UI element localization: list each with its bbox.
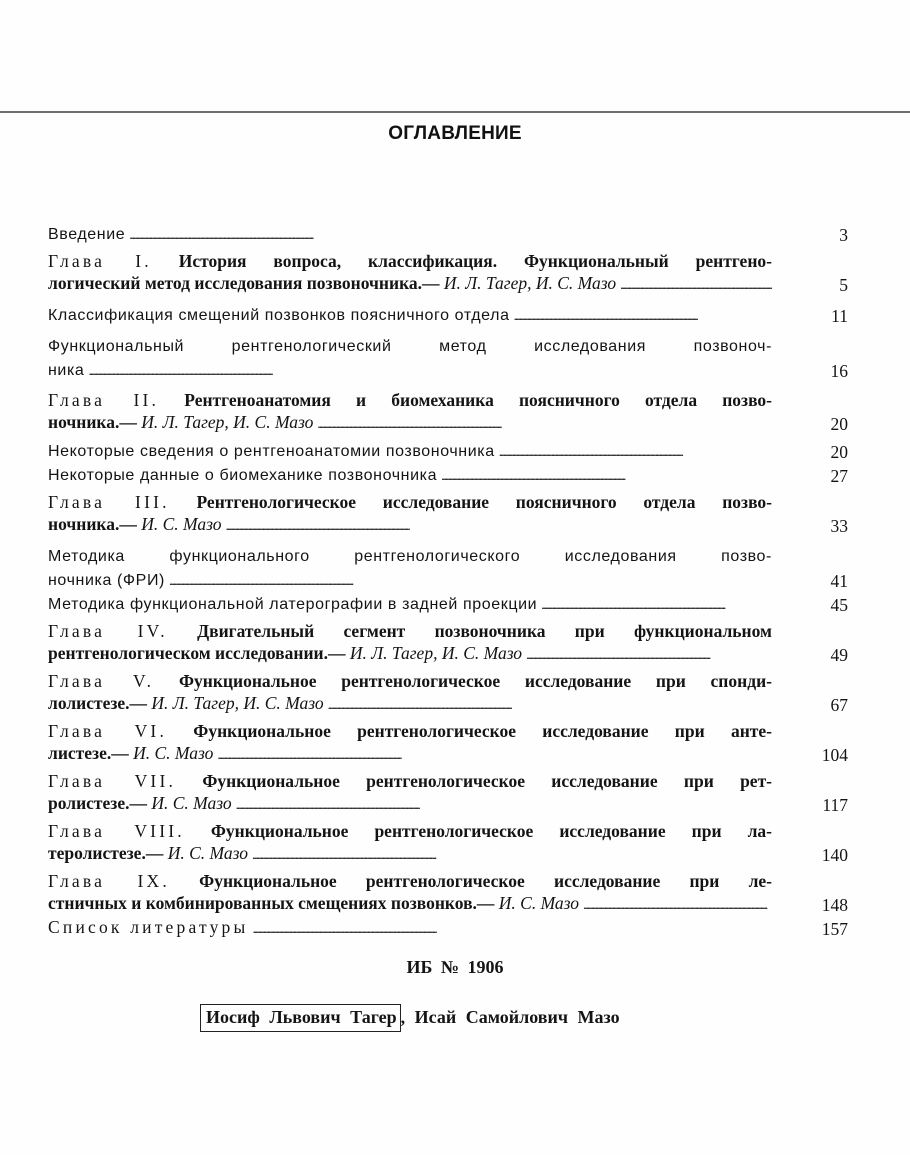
toc-chapter-label: Глава II. xyxy=(48,390,160,410)
toc-page-number: 5 xyxy=(839,275,848,295)
toc-entry-line xyxy=(48,770,772,792)
toc-line-content xyxy=(48,771,772,791)
toc-line-content xyxy=(48,792,232,816)
toc-entry-line xyxy=(48,820,772,842)
toc-entry-line xyxy=(48,250,772,272)
toc-line-content xyxy=(48,742,213,766)
toc-line-content xyxy=(48,821,772,841)
page-title: ОГЛАВЛЕНИЕ xyxy=(388,123,522,144)
toc-chapter-label: Глава IX. xyxy=(48,871,170,891)
toc-page-number: 117 xyxy=(822,795,848,815)
toc-title-text: Методика функциональной латерографии в задней проекции xyxy=(48,596,538,613)
toc-line-content xyxy=(48,842,248,866)
dot-leader xyxy=(252,842,772,866)
toc-author: И. Л. Тагер, И. С. Мазо xyxy=(443,273,617,293)
toc-page-number: 27 xyxy=(830,466,848,486)
toc-title-text: Введение xyxy=(48,226,126,243)
toc-entry-line xyxy=(48,358,772,382)
toc-page-number: 157 xyxy=(821,919,848,939)
toc-entry-line xyxy=(48,303,772,327)
toc-entry-line xyxy=(48,463,772,487)
dot-leader xyxy=(526,642,772,666)
toc-title-text: Методика функционального рентгенологического исследования позво- xyxy=(48,548,772,565)
toc-title-text: Некоторые данные о биомеханике позвоночника xyxy=(48,467,438,484)
toc-entry[interactable] xyxy=(48,334,848,382)
toc-line-content xyxy=(48,358,84,382)
second-author-name: , Исай Самойлович Мазо xyxy=(400,1007,620,1027)
toc-entry-line xyxy=(48,334,772,358)
toc-author: И. С. Мазо xyxy=(498,893,580,913)
dot-leader xyxy=(499,439,772,463)
toc-entry[interactable] xyxy=(48,222,848,246)
toc-entry[interactable] xyxy=(48,389,848,435)
toc-title-text: История вопроса, классификация. Функциональный рентгено- xyxy=(151,251,772,271)
toc-entry-text xyxy=(48,389,772,435)
toc-entry[interactable] xyxy=(48,916,848,940)
dot-leader xyxy=(541,592,772,616)
toc-entry[interactable] xyxy=(48,491,848,537)
toc-entry-line xyxy=(48,272,772,296)
toc-line-content xyxy=(48,463,437,487)
toc-entry-line xyxy=(48,742,772,766)
header-rule xyxy=(0,111,910,113)
toc-line-content xyxy=(48,692,324,716)
dot-leader xyxy=(217,742,772,766)
dot-leader xyxy=(317,411,772,435)
toc-title-text: Функциональное рентгенологическое исследование при ла- xyxy=(184,821,772,841)
toc-chapter-label: Глава I. xyxy=(48,251,152,271)
toc-entry-line xyxy=(48,491,772,513)
toc-entry-line xyxy=(48,513,772,537)
toc-entry[interactable] xyxy=(48,303,848,327)
toc-title-text: Список литературы xyxy=(48,917,249,937)
toc-entry-text xyxy=(48,222,772,246)
toc-line-content xyxy=(48,545,772,565)
toc-entry-line xyxy=(48,544,772,568)
toc-entry-line xyxy=(48,670,772,692)
authors-line xyxy=(200,1004,620,1032)
toc-page-number: 104 xyxy=(821,745,848,765)
dot-leader xyxy=(169,568,772,592)
toc-page-number: 49 xyxy=(830,645,848,665)
toc-entry-line xyxy=(48,692,772,716)
table-of-contents xyxy=(48,222,848,940)
toc-entry[interactable] xyxy=(48,250,848,296)
toc-entry-text xyxy=(48,303,772,327)
toc-entry-text xyxy=(48,250,772,296)
dot-leader xyxy=(441,463,772,487)
toc-author: И. Л. Тагер, И. С. Мазо xyxy=(349,643,523,663)
dot-leader xyxy=(328,692,772,716)
toc-entry-line xyxy=(48,792,772,816)
toc-entry-line xyxy=(48,620,772,642)
toc-entry-line xyxy=(48,411,772,435)
toc-entry[interactable] xyxy=(48,670,848,716)
toc-line-content xyxy=(48,513,221,537)
toc-entry-text xyxy=(48,620,772,666)
toc-author: И. Л. Тагер, И. С. Мазо xyxy=(141,412,314,432)
toc-author: И. С. Мазо xyxy=(141,514,222,534)
toc-line-content xyxy=(48,222,125,246)
toc-chapter-label: Глава III. xyxy=(48,492,170,512)
toc-entry-line xyxy=(48,222,772,246)
toc-entry-text xyxy=(48,491,772,537)
toc-entry-text xyxy=(48,870,772,916)
dot-leader xyxy=(129,222,772,246)
toc-line-content xyxy=(48,390,772,410)
toc-page-number: 3 xyxy=(839,225,848,245)
toc-page-number: 20 xyxy=(830,414,848,434)
dot-leader xyxy=(583,892,772,916)
toc-line-content xyxy=(48,592,537,616)
toc-entry[interactable] xyxy=(48,720,848,766)
toc-page-number: 33 xyxy=(830,516,848,536)
toc-entry-text xyxy=(48,463,772,487)
toc-title-text: ночника.— xyxy=(48,514,142,534)
toc-line-content xyxy=(48,642,522,666)
dot-leader xyxy=(236,792,772,816)
imprint-number: ИБ № 1906 xyxy=(406,957,504,977)
toc-entry-text xyxy=(48,770,772,816)
toc-line-content xyxy=(48,439,495,463)
toc-entry-line xyxy=(48,720,772,742)
toc-entry-line xyxy=(48,568,772,592)
toc-author: И. С. Мазо xyxy=(151,793,232,813)
toc-entry[interactable] xyxy=(48,544,848,592)
toc-chapter-label: Глава VIII. xyxy=(48,821,185,841)
toc-entry[interactable] xyxy=(48,620,848,666)
toc-chapter-label: Глава VI. xyxy=(48,721,168,741)
toc-line-content xyxy=(48,272,616,296)
toc-entry-text xyxy=(48,670,772,716)
toc-line-content xyxy=(48,671,772,691)
toc-title-text: Функциональное рентгенологическое исследование при спонди- xyxy=(154,671,772,691)
toc-page-number: 16 xyxy=(830,361,848,381)
toc-line-content xyxy=(48,621,772,641)
toc-entry-line xyxy=(48,870,772,892)
dot-leader xyxy=(620,272,772,296)
toc-entry-text xyxy=(48,334,772,382)
toc-line-content xyxy=(48,892,579,916)
toc-entry[interactable] xyxy=(48,820,848,866)
toc-line-content xyxy=(48,335,772,355)
toc-title-text: ника xyxy=(48,362,85,379)
toc-entry-text xyxy=(48,820,772,866)
toc-title-text: Классификация смещений позвонков поясничного отдела xyxy=(48,307,510,324)
toc-entry-line xyxy=(48,592,772,616)
dot-leader xyxy=(514,303,772,327)
toc-title-text: листезе.— xyxy=(48,743,134,763)
toc-entry[interactable] xyxy=(48,439,848,463)
toc-entry[interactable] xyxy=(48,770,848,816)
toc-entry-line xyxy=(48,389,772,411)
toc-title-text: логический метод исследования позвоночника.— xyxy=(48,273,444,293)
toc-entry-text xyxy=(48,720,772,766)
toc-author: И. С. Мазо xyxy=(133,743,214,763)
toc-title-text: Функциональный рентгенологический метод исследования позвоноч- xyxy=(48,338,772,355)
toc-line-content xyxy=(48,411,313,435)
toc-line-content xyxy=(48,251,772,271)
toc-chapter-label: Глава V. xyxy=(48,671,155,691)
boxed-author-name: Иосиф Львович Тагер xyxy=(200,1004,401,1032)
toc-line-content xyxy=(48,303,510,327)
toc-title-text: Двигательный сегмент позвоночника при функциональном xyxy=(167,621,772,641)
toc-title-text: Рентгеноанатомия и биомеханика поясничного отдела позво- xyxy=(159,390,772,410)
toc-title-text: стничных и комбинированных смещениях позвонков.— xyxy=(48,893,499,913)
dot-leader xyxy=(225,513,772,537)
toc-title-text: ночника.— xyxy=(48,412,142,432)
toc-title-text: Рентгенологическое исследование поясничного отдела позво- xyxy=(169,492,772,512)
toc-title-text: Функциональное рентгенологическое исследование при анте- xyxy=(167,721,772,741)
toc-entry-text xyxy=(48,592,772,616)
toc-title-text: теролистезе.— xyxy=(48,843,168,863)
toc-page-number: 148 xyxy=(821,895,848,915)
toc-entry[interactable] xyxy=(48,592,848,616)
toc-page-number: 45 xyxy=(830,595,848,615)
dot-leader xyxy=(252,916,772,940)
toc-entry-text xyxy=(48,439,772,463)
toc-line-content xyxy=(48,568,165,592)
toc-entry-text xyxy=(48,544,772,592)
toc-entry-line xyxy=(48,892,772,916)
toc-entry-text xyxy=(48,916,772,940)
toc-author: И. С. Мазо xyxy=(167,843,248,863)
toc-line-content xyxy=(48,871,772,891)
toc-line-content xyxy=(48,916,248,940)
toc-chapter-label: Глава IV. xyxy=(48,621,168,641)
toc-line-content xyxy=(48,721,772,741)
toc-entry[interactable] xyxy=(48,463,848,487)
toc-page-number: 41 xyxy=(830,571,848,591)
toc-title-text: Функциональное рентгенологическое исследование при рет- xyxy=(176,771,772,791)
dot-leader xyxy=(88,358,772,382)
toc-line-content xyxy=(48,492,772,512)
toc-title-text: ролистезе.— xyxy=(48,793,152,813)
toc-page-number: 140 xyxy=(821,845,848,865)
toc-title-text: ночника (ФРИ) xyxy=(48,572,165,589)
toc-chapter-label: Глава VII. xyxy=(48,771,177,791)
toc-entry[interactable] xyxy=(48,870,848,916)
toc-page-number: 11 xyxy=(831,306,848,326)
toc-title-text: рентгенологическом исследовании.— xyxy=(48,643,350,663)
toc-page-number: 67 xyxy=(830,695,848,715)
toc-entry-line xyxy=(48,842,772,866)
toc-title-text: лолистезе.— xyxy=(48,693,152,713)
toc-title-text: Функциональное рентгенологическое исследование при ле- xyxy=(169,871,772,891)
toc-entry-line xyxy=(48,439,772,463)
toc-entry-line xyxy=(48,642,772,666)
toc-author: И. Л. Тагер, И. С. Мазо xyxy=(151,693,324,713)
toc-title-text: Некоторые сведения о рентгеноанатомии позвоночника xyxy=(48,443,495,460)
toc-page-number: 20 xyxy=(830,442,848,462)
toc-entry-line xyxy=(48,916,772,940)
